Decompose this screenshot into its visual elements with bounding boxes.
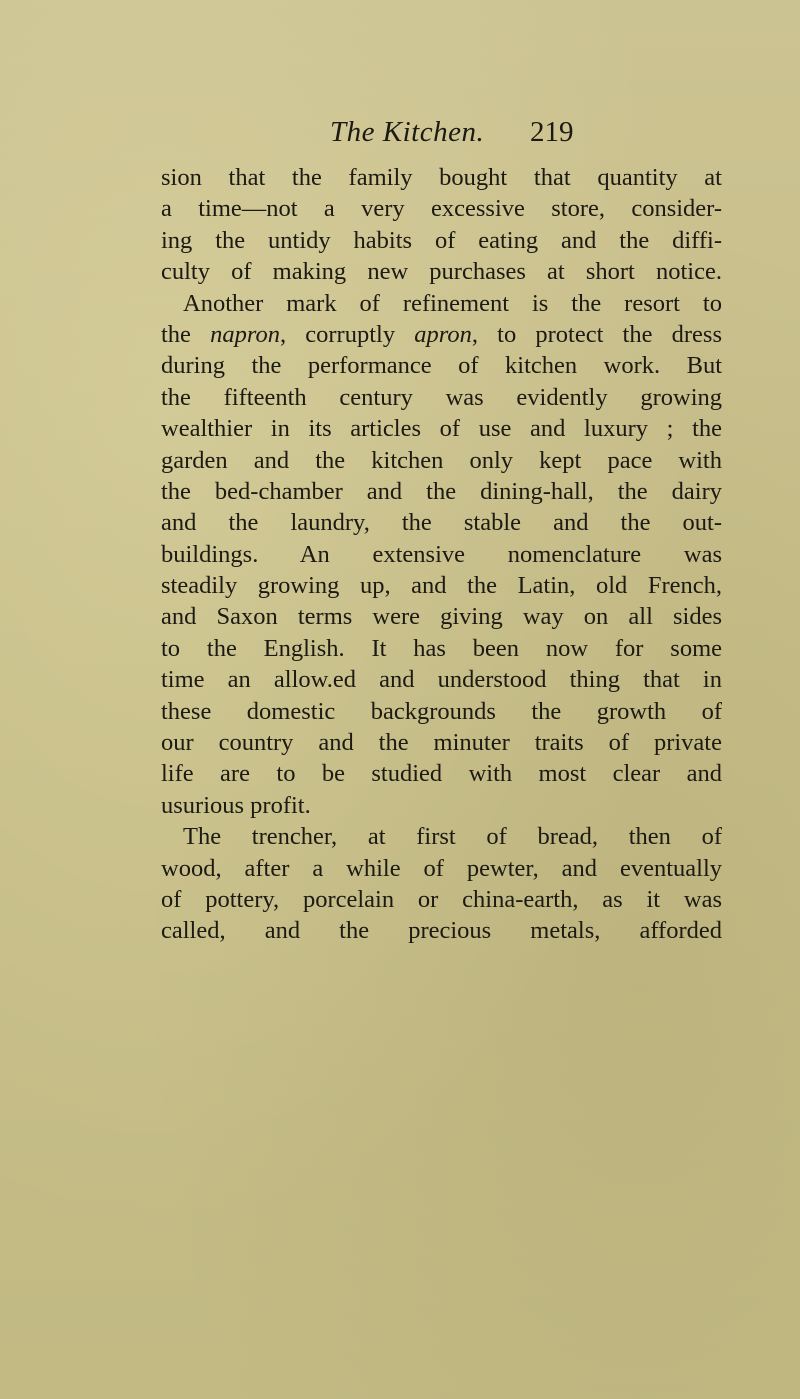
- text-line: a time—not a very excessive store, consider-: [161, 195, 722, 223]
- text-segment: , to protect the dress: [471, 320, 722, 348]
- paragraph-start-line: The trencher, at first of bread, then of: [183, 823, 722, 851]
- text-line: during the performance of kitchen work. But: [161, 352, 722, 380]
- italic-word-napron: napron: [210, 320, 280, 348]
- text-line: the fifteenth century was evidently growing: [161, 383, 722, 411]
- page-number: 219: [530, 116, 574, 148]
- text-line: to the English. It has been now for some: [161, 634, 722, 662]
- paragraph-start-line: Another mark of refinement is the resort to: [183, 289, 722, 317]
- text-line: buildings. An extensive nomenclature was: [161, 540, 722, 568]
- text-line: garden and the kitchen only kept pace with: [161, 446, 722, 474]
- body-text: [161, 162, 722, 947]
- italic-word-apron: apron: [414, 320, 472, 348]
- text-segment: the: [161, 320, 211, 348]
- text-line: culty of making new purchases at short notice.: [161, 258, 722, 286]
- text-line: steadily growing up, and the Latin, old French,: [161, 572, 722, 600]
- text-line: called, and the precious metals, afforded: [161, 917, 722, 945]
- text-segment: , corruptly: [279, 320, 415, 348]
- text-line: ing the untidy habits of eating and the diffi-: [161, 226, 722, 254]
- text-line: our country and the minuter traits of private: [161, 729, 722, 757]
- text-line: these domestic backgrounds the growth of: [161, 697, 722, 725]
- text-line: life are to be studied with most clear and: [161, 760, 722, 788]
- text-line: wood, after a while of pewter, and eventually: [161, 854, 722, 882]
- text-line-with-italics: [161, 319, 722, 350]
- text-line: of pottery, porcelain or china-earth, as it was: [161, 885, 722, 913]
- text-line: and Saxon terms were giving way on all sides: [161, 603, 722, 631]
- running-head: [330, 116, 710, 156]
- text-line: time an allow.ed and understood thing that in: [161, 666, 722, 694]
- text-line: wealthier in its articles of use and luxury ; the: [161, 415, 722, 443]
- running-title: The Kitchen.: [330, 116, 485, 148]
- text-line: the bed-chamber and the dining-hall, the dairy: [161, 477, 722, 505]
- text-line: sion that the family bought that quantity at: [161, 164, 722, 191]
- text-line: and the laundry, the stable and the out-: [161, 509, 722, 537]
- paragraph-end-line: usurious profit.: [161, 791, 311, 819]
